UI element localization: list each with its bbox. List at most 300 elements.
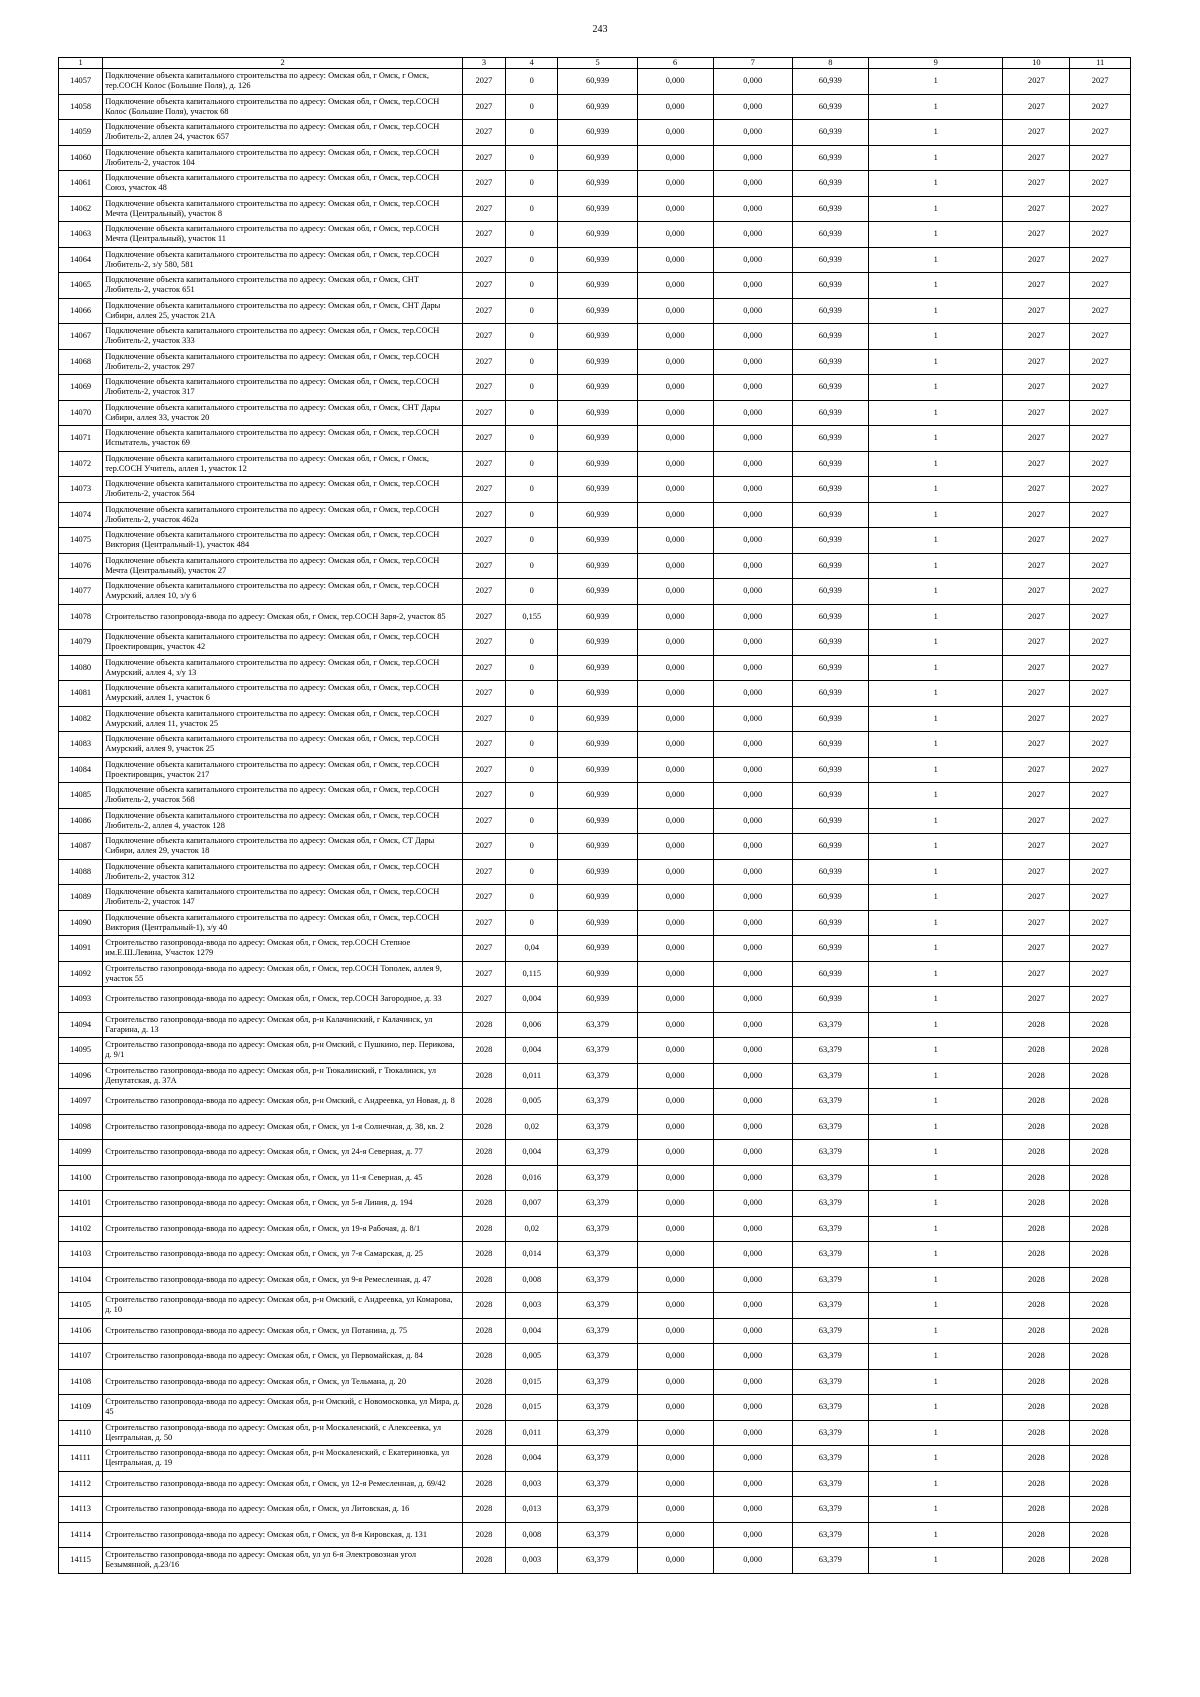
col-10-value: 2027 [1003,426,1070,452]
col-6-value: 0,000 [637,1165,713,1191]
col-11-value: 2027 [1070,145,1131,171]
table-row [59,808,1131,834]
col-11-value: 2027 [1070,120,1131,146]
col-5-value: 60,939 [558,936,637,962]
col-6-value: 0,000 [637,1548,713,1574]
col-11-value: 2027 [1070,451,1131,477]
col-5-value: 60,939 [558,375,637,401]
col-7-value: 0,000 [713,681,792,707]
col-7-value: 0,000 [713,1063,792,1089]
col-11-value: 2027 [1070,426,1131,452]
col-9-value: 1 [868,655,1003,681]
col-9-value: 1 [868,1165,1003,1191]
col-3-value: 2027 [462,400,505,426]
col-10-value: 2027 [1003,273,1070,299]
col-11-value: 2027 [1070,196,1131,222]
col-11-value: 2028 [1070,1344,1131,1370]
table-row [59,477,1131,503]
col-9-value: 1 [868,324,1003,350]
row-number: 14066 [59,298,103,324]
object-description: Подключение объекта капитального строительства по адресу: Омская обл, г Омск, тер.СОСН Колос (Большие Поля), участок 68 [103,94,463,120]
column-header-4: 4 [506,58,558,69]
col-4-value: 0,005 [506,1089,558,1115]
col-9-value: 1 [868,783,1003,809]
col-10-value: 2028 [1003,1548,1070,1574]
col-10-value: 2027 [1003,247,1070,273]
col-11-value: 2027 [1070,477,1131,503]
col-8-value: 63,379 [792,1165,868,1191]
col-9-value: 1 [868,808,1003,834]
col-6-value: 0,000 [637,655,713,681]
col-11-value: 2028 [1070,1522,1131,1548]
col-9-value: 1 [868,1038,1003,1064]
table-row [59,1548,1131,1574]
col-5-value: 60,939 [558,298,637,324]
table-row [59,1497,1131,1523]
col-8-value: 60,939 [792,732,868,758]
col-4-value: 0 [506,196,558,222]
col-7-value: 0,000 [713,222,792,248]
col-6-value: 0,000 [637,477,713,503]
col-6-value: 0,000 [637,1522,713,1548]
col-9-value: 1 [868,1242,1003,1268]
col-3-value: 2027 [462,936,505,962]
column-header-8: 8 [792,58,868,69]
object-description: Строительство газопровода-ввода по адресу: Омская обл, р-н Омский, с Андреевка, ул Комарова, д. 10 [103,1293,463,1319]
row-number: 14084 [59,757,103,783]
object-description: Строительство газопровода-ввода по адресу: Омская обл, г Омск, ул 12-я Ремесленная, д. 69/42 [103,1471,463,1497]
object-description: Строительство газопровода-ввода по адресу: Омская обл, р-н Тюкалинский, г Тюкалинск, ул Депутатская, д. 37А [103,1063,463,1089]
col-4-value: 0 [506,502,558,528]
row-number: 14093 [59,987,103,1013]
table-header [59,58,1131,69]
object-description: Строительство газопровода-ввода по адресу: Омская обл, г Омск, ул Тельмана, д. 20 [103,1369,463,1395]
col-3-value: 2027 [462,451,505,477]
col-11-value: 2028 [1070,1318,1131,1344]
col-4-value: 0 [506,783,558,809]
row-number: 14088 [59,859,103,885]
col-9-value: 1 [868,1548,1003,1574]
col-5-value: 60,939 [558,145,637,171]
row-number: 14107 [59,1344,103,1370]
col-6-value: 0,000 [637,681,713,707]
table-row [59,1242,1131,1268]
col-8-value: 63,379 [792,1038,868,1064]
row-number: 14062 [59,196,103,222]
row-number: 14069 [59,375,103,401]
col-9-value: 1 [868,528,1003,554]
col-9-value: 1 [868,426,1003,452]
row-number: 14097 [59,1089,103,1115]
col-8-value: 60,939 [792,808,868,834]
col-10-value: 2028 [1003,1369,1070,1395]
col-4-value: 0 [506,349,558,375]
col-5-value: 60,939 [558,94,637,120]
table-row [59,120,1131,146]
col-3-value: 2027 [462,426,505,452]
object-description: Строительство газопровода-ввода по адресу: Омская обл, г Омск, тер.СОСН Загородное, д. 33 [103,987,463,1013]
col-5-value: 63,379 [558,1420,637,1446]
col-3-value: 2027 [462,910,505,936]
row-number: 14070 [59,400,103,426]
table-row [59,145,1131,171]
col-4-value: 0,04 [506,936,558,962]
col-10-value: 2027 [1003,349,1070,375]
object-description: Строительство газопровода-ввода по адресу: Омская обл, г Омск, ул 11-я Северная, д. 45 [103,1165,463,1191]
col-10-value: 2027 [1003,757,1070,783]
col-4-value: 0 [506,222,558,248]
object-description: Строительство газопровода-ввода по адресу: Омская обл, г Омск, ул 24-я Северная, д. 77 [103,1140,463,1166]
col-5-value: 60,939 [558,579,637,605]
col-10-value: 2027 [1003,324,1070,350]
column-header-1: 1 [59,58,103,69]
col-5-value: 60,939 [558,834,637,860]
col-8-value: 63,379 [792,1548,868,1574]
row-number: 14102 [59,1216,103,1242]
col-9-value: 1 [868,171,1003,197]
col-3-value: 2028 [462,1471,505,1497]
col-5-value: 60,939 [558,400,637,426]
col-3-value: 2027 [462,69,505,95]
table-row [59,324,1131,350]
col-8-value: 60,939 [792,681,868,707]
col-10-value: 2027 [1003,196,1070,222]
col-7-value: 0,000 [713,171,792,197]
col-5-value: 60,939 [558,477,637,503]
object-description: Подключение объекта капитального строительства по адресу: Омская обл, г Омск, тер.СОСН Союз, участок 48 [103,171,463,197]
col-4-value: 0,004 [506,1446,558,1472]
col-4-value: 0 [506,145,558,171]
table-row [59,1063,1131,1089]
col-9-value: 1 [868,885,1003,911]
col-10-value: 2028 [1003,1216,1070,1242]
col-4-value: 0 [506,273,558,299]
table-row [59,349,1131,375]
col-5-value: 63,379 [558,1242,637,1268]
col-7-value: 0,000 [713,553,792,579]
col-11-value: 2028 [1070,1369,1131,1395]
col-9-value: 1 [868,1216,1003,1242]
table-row [59,1140,1131,1166]
table-row [59,1165,1131,1191]
col-9-value: 1 [868,681,1003,707]
table-row [59,1038,1131,1064]
table-row [59,834,1131,860]
col-9-value: 1 [868,987,1003,1013]
col-4-value: 0,016 [506,1165,558,1191]
col-9-value: 1 [868,1522,1003,1548]
col-10-value: 2028 [1003,1191,1070,1217]
col-5-value: 60,939 [558,324,637,350]
col-3-value: 2027 [462,961,505,987]
object-description: Строительство газопровода-ввода по адресу: Омская обл, г Омск, ул 7-я Самарская, д. 25 [103,1242,463,1268]
col-6-value: 0,000 [637,885,713,911]
register-table [58,57,1131,1574]
col-8-value: 60,939 [792,324,868,350]
col-11-value: 2027 [1070,298,1131,324]
row-number: 14094 [59,1012,103,1038]
col-5-value: 63,379 [558,1395,637,1421]
col-6-value: 0,000 [637,145,713,171]
col-11-value: 2027 [1070,171,1131,197]
col-8-value: 60,939 [792,426,868,452]
col-4-value: 0,015 [506,1395,558,1421]
table-row [59,1344,1131,1370]
col-8-value: 63,379 [792,1497,868,1523]
col-5-value: 60,939 [558,961,637,987]
row-number: 14072 [59,451,103,477]
col-7-value: 0,000 [713,528,792,554]
col-3-value: 2028 [462,1293,505,1319]
table-row [59,630,1131,656]
col-11-value: 2027 [1070,630,1131,656]
col-10-value: 2028 [1003,1114,1070,1140]
col-10-value: 2027 [1003,655,1070,681]
col-11-value: 2027 [1070,502,1131,528]
col-8-value: 60,939 [792,579,868,605]
col-7-value: 0,000 [713,247,792,273]
col-7-value: 0,000 [713,145,792,171]
col-4-value: 0 [506,834,558,860]
col-7-value: 0,000 [713,400,792,426]
col-9-value: 1 [868,604,1003,630]
col-11-value: 2028 [1070,1497,1131,1523]
col-9-value: 1 [868,859,1003,885]
col-4-value: 0,015 [506,1369,558,1395]
col-3-value: 2028 [462,1140,505,1166]
object-description: Подключение объекта капитального строительства по адресу: Омская обл, г Омск, тер.СОСН Мечта (Центральный), участок 8 [103,196,463,222]
col-11-value: 2028 [1070,1165,1131,1191]
row-number: 14085 [59,783,103,809]
col-5-value: 60,939 [558,987,637,1013]
col-5-value: 63,379 [558,1471,637,1497]
row-number: 14063 [59,222,103,248]
col-5-value: 63,379 [558,1012,637,1038]
object-description: Строительство газопровода-ввода по адресу: Омская обл, р-н Омский, с Новомосковка, ул Мира, д. 45 [103,1395,463,1421]
col-10-value: 2027 [1003,145,1070,171]
col-3-value: 2028 [462,1318,505,1344]
col-3-value: 2027 [462,273,505,299]
col-9-value: 1 [868,1318,1003,1344]
col-4-value: 0,115 [506,961,558,987]
col-11-value: 2027 [1070,400,1131,426]
object-description: Подключение объекта капитального строительства по адресу: Омская обл, г Омск, г Омск, тер.СОСН Колос (Большие Поля), д. 126 [103,69,463,95]
col-9-value: 1 [868,630,1003,656]
table-row [59,681,1131,707]
col-11-value: 2027 [1070,834,1131,860]
col-8-value: 60,939 [792,273,868,299]
col-11-value: 2028 [1070,1267,1131,1293]
col-11-value: 2028 [1070,1140,1131,1166]
col-8-value: 63,379 [792,1344,868,1370]
col-8-value: 60,939 [792,298,868,324]
col-3-value: 2028 [462,1267,505,1293]
col-5-value: 60,939 [558,273,637,299]
col-10-value: 2028 [1003,1420,1070,1446]
object-description: Подключение объекта капитального строительства по адресу: Омская обл, г Омск, тер.СОСН Любитель-2, участок 297 [103,349,463,375]
table-row [59,1012,1131,1038]
column-header-3: 3 [462,58,505,69]
col-4-value: 0 [506,859,558,885]
col-7-value: 0,000 [713,273,792,299]
object-description: Подключение объекта капитального строительства по адресу: Омская обл, г Омск, СТ Дары Сибири, аллея 29, участок 18 [103,834,463,860]
col-11-value: 2027 [1070,961,1131,987]
col-7-value: 0,000 [713,834,792,860]
row-number: 14090 [59,910,103,936]
row-number: 14060 [59,145,103,171]
col-3-value: 2027 [462,681,505,707]
col-8-value: 63,379 [792,1191,868,1217]
col-9-value: 1 [868,1140,1003,1166]
col-9-value: 1 [868,273,1003,299]
col-11-value: 2027 [1070,375,1131,401]
row-number: 14095 [59,1038,103,1064]
col-3-value: 2028 [462,1395,505,1421]
col-7-value: 0,000 [713,1471,792,1497]
col-10-value: 2027 [1003,400,1070,426]
col-9-value: 1 [868,477,1003,503]
col-11-value: 2028 [1070,1063,1131,1089]
col-5-value: 63,379 [558,1497,637,1523]
col-6-value: 0,000 [637,1012,713,1038]
col-5-value: 63,379 [558,1191,637,1217]
col-3-value: 2028 [462,1369,505,1395]
col-7-value: 0,000 [713,502,792,528]
col-3-value: 2028 [462,1012,505,1038]
col-9-value: 1 [868,1012,1003,1038]
col-3-value: 2027 [462,298,505,324]
col-7-value: 0,000 [713,69,792,95]
col-9-value: 1 [868,196,1003,222]
col-11-value: 2027 [1070,885,1131,911]
row-number: 14101 [59,1191,103,1217]
row-number: 14077 [59,579,103,605]
col-11-value: 2027 [1070,732,1131,758]
table-row [59,1293,1131,1319]
col-4-value: 0 [506,553,558,579]
col-5-value: 60,939 [558,222,637,248]
col-9-value: 1 [868,69,1003,95]
row-number: 14071 [59,426,103,452]
col-5-value: 60,939 [558,655,637,681]
col-3-value: 2028 [462,1063,505,1089]
col-9-value: 1 [868,732,1003,758]
col-10-value: 2027 [1003,910,1070,936]
col-9-value: 1 [868,1369,1003,1395]
col-8-value: 63,379 [792,1267,868,1293]
row-number: 14067 [59,324,103,350]
col-6-value: 0,000 [637,1497,713,1523]
col-10-value: 2027 [1003,961,1070,987]
col-4-value: 0 [506,655,558,681]
col-5-value: 63,379 [558,1063,637,1089]
col-5-value: 63,379 [558,1522,637,1548]
col-6-value: 0,000 [637,1369,713,1395]
col-8-value: 63,379 [792,1369,868,1395]
col-4-value: 0,011 [506,1063,558,1089]
col-10-value: 2028 [1003,1446,1070,1472]
col-11-value: 2027 [1070,808,1131,834]
col-8-value: 60,939 [792,910,868,936]
col-7-value: 0,000 [713,1293,792,1319]
col-5-value: 60,939 [558,171,637,197]
col-9-value: 1 [868,757,1003,783]
col-6-value: 0,000 [637,987,713,1013]
col-3-value: 2027 [462,349,505,375]
row-number: 14058 [59,94,103,120]
col-9-value: 1 [868,298,1003,324]
col-8-value: 63,379 [792,1293,868,1319]
col-11-value: 2027 [1070,273,1131,299]
row-number: 14087 [59,834,103,860]
col-5-value: 63,379 [558,1114,637,1140]
table-row [59,94,1131,120]
col-8-value: 60,939 [792,94,868,120]
col-11-value: 2028 [1070,1089,1131,1115]
col-7-value: 0,000 [713,604,792,630]
col-10-value: 2028 [1003,1318,1070,1344]
col-3-value: 2027 [462,885,505,911]
col-7-value: 0,000 [713,1420,792,1446]
col-6-value: 0,000 [637,961,713,987]
row-number: 14059 [59,120,103,146]
col-4-value: 0 [506,451,558,477]
col-11-value: 2027 [1070,553,1131,579]
col-6-value: 0,000 [637,1267,713,1293]
col-4-value: 0 [506,757,558,783]
col-8-value: 60,939 [792,196,868,222]
col-3-value: 2027 [462,859,505,885]
row-number: 14064 [59,247,103,273]
col-4-value: 0,155 [506,604,558,630]
col-6-value: 0,000 [637,757,713,783]
object-description: Подключение объекта капитального строительства по адресу: Омская обл, г Омск, тер.СОСН Мечта (Центральный), участок 11 [103,222,463,248]
col-4-value: 0,011 [506,1420,558,1446]
col-5-value: 60,939 [558,69,637,95]
col-10-value: 2027 [1003,808,1070,834]
column-header-2: 2 [103,58,463,69]
col-6-value: 0,000 [637,222,713,248]
object-description: Строительство газопровода-ввода по адресу: Омская обл, р-н Москаленский, с Алексеевка, ул Центральная, д. 50 [103,1420,463,1446]
col-9-value: 1 [868,502,1003,528]
col-10-value: 2028 [1003,1267,1070,1293]
object-description: Строительство газопровода-ввода по адресу: Омская обл, г Омск, ул 5-я Линия, д. 194 [103,1191,463,1217]
col-7-value: 0,000 [713,1446,792,1472]
row-number: 14061 [59,171,103,197]
col-11-value: 2027 [1070,655,1131,681]
column-header-6: 6 [637,58,713,69]
object-description: Подключение объекта капитального строительства по адресу: Омская обл, г Омск, тер.СОСН Любитель-2, аллея 24, участок 657 [103,120,463,146]
col-4-value: 0 [506,171,558,197]
col-11-value: 2028 [1070,1548,1131,1574]
col-9-value: 1 [868,1114,1003,1140]
col-9-value: 1 [868,1420,1003,1446]
col-7-value: 0,000 [713,451,792,477]
col-11-value: 2028 [1070,1446,1131,1472]
col-10-value: 2028 [1003,1140,1070,1166]
table-row [59,783,1131,809]
col-10-value: 2027 [1003,553,1070,579]
col-11-value: 2028 [1070,1242,1131,1268]
col-3-value: 2027 [462,783,505,809]
page-number: 243 [592,24,608,35]
col-4-value: 0,004 [506,1140,558,1166]
col-7-value: 0,000 [713,579,792,605]
col-3-value: 2027 [462,196,505,222]
col-7-value: 0,000 [713,1344,792,1370]
col-7-value: 0,000 [713,94,792,120]
col-7-value: 0,000 [713,910,792,936]
